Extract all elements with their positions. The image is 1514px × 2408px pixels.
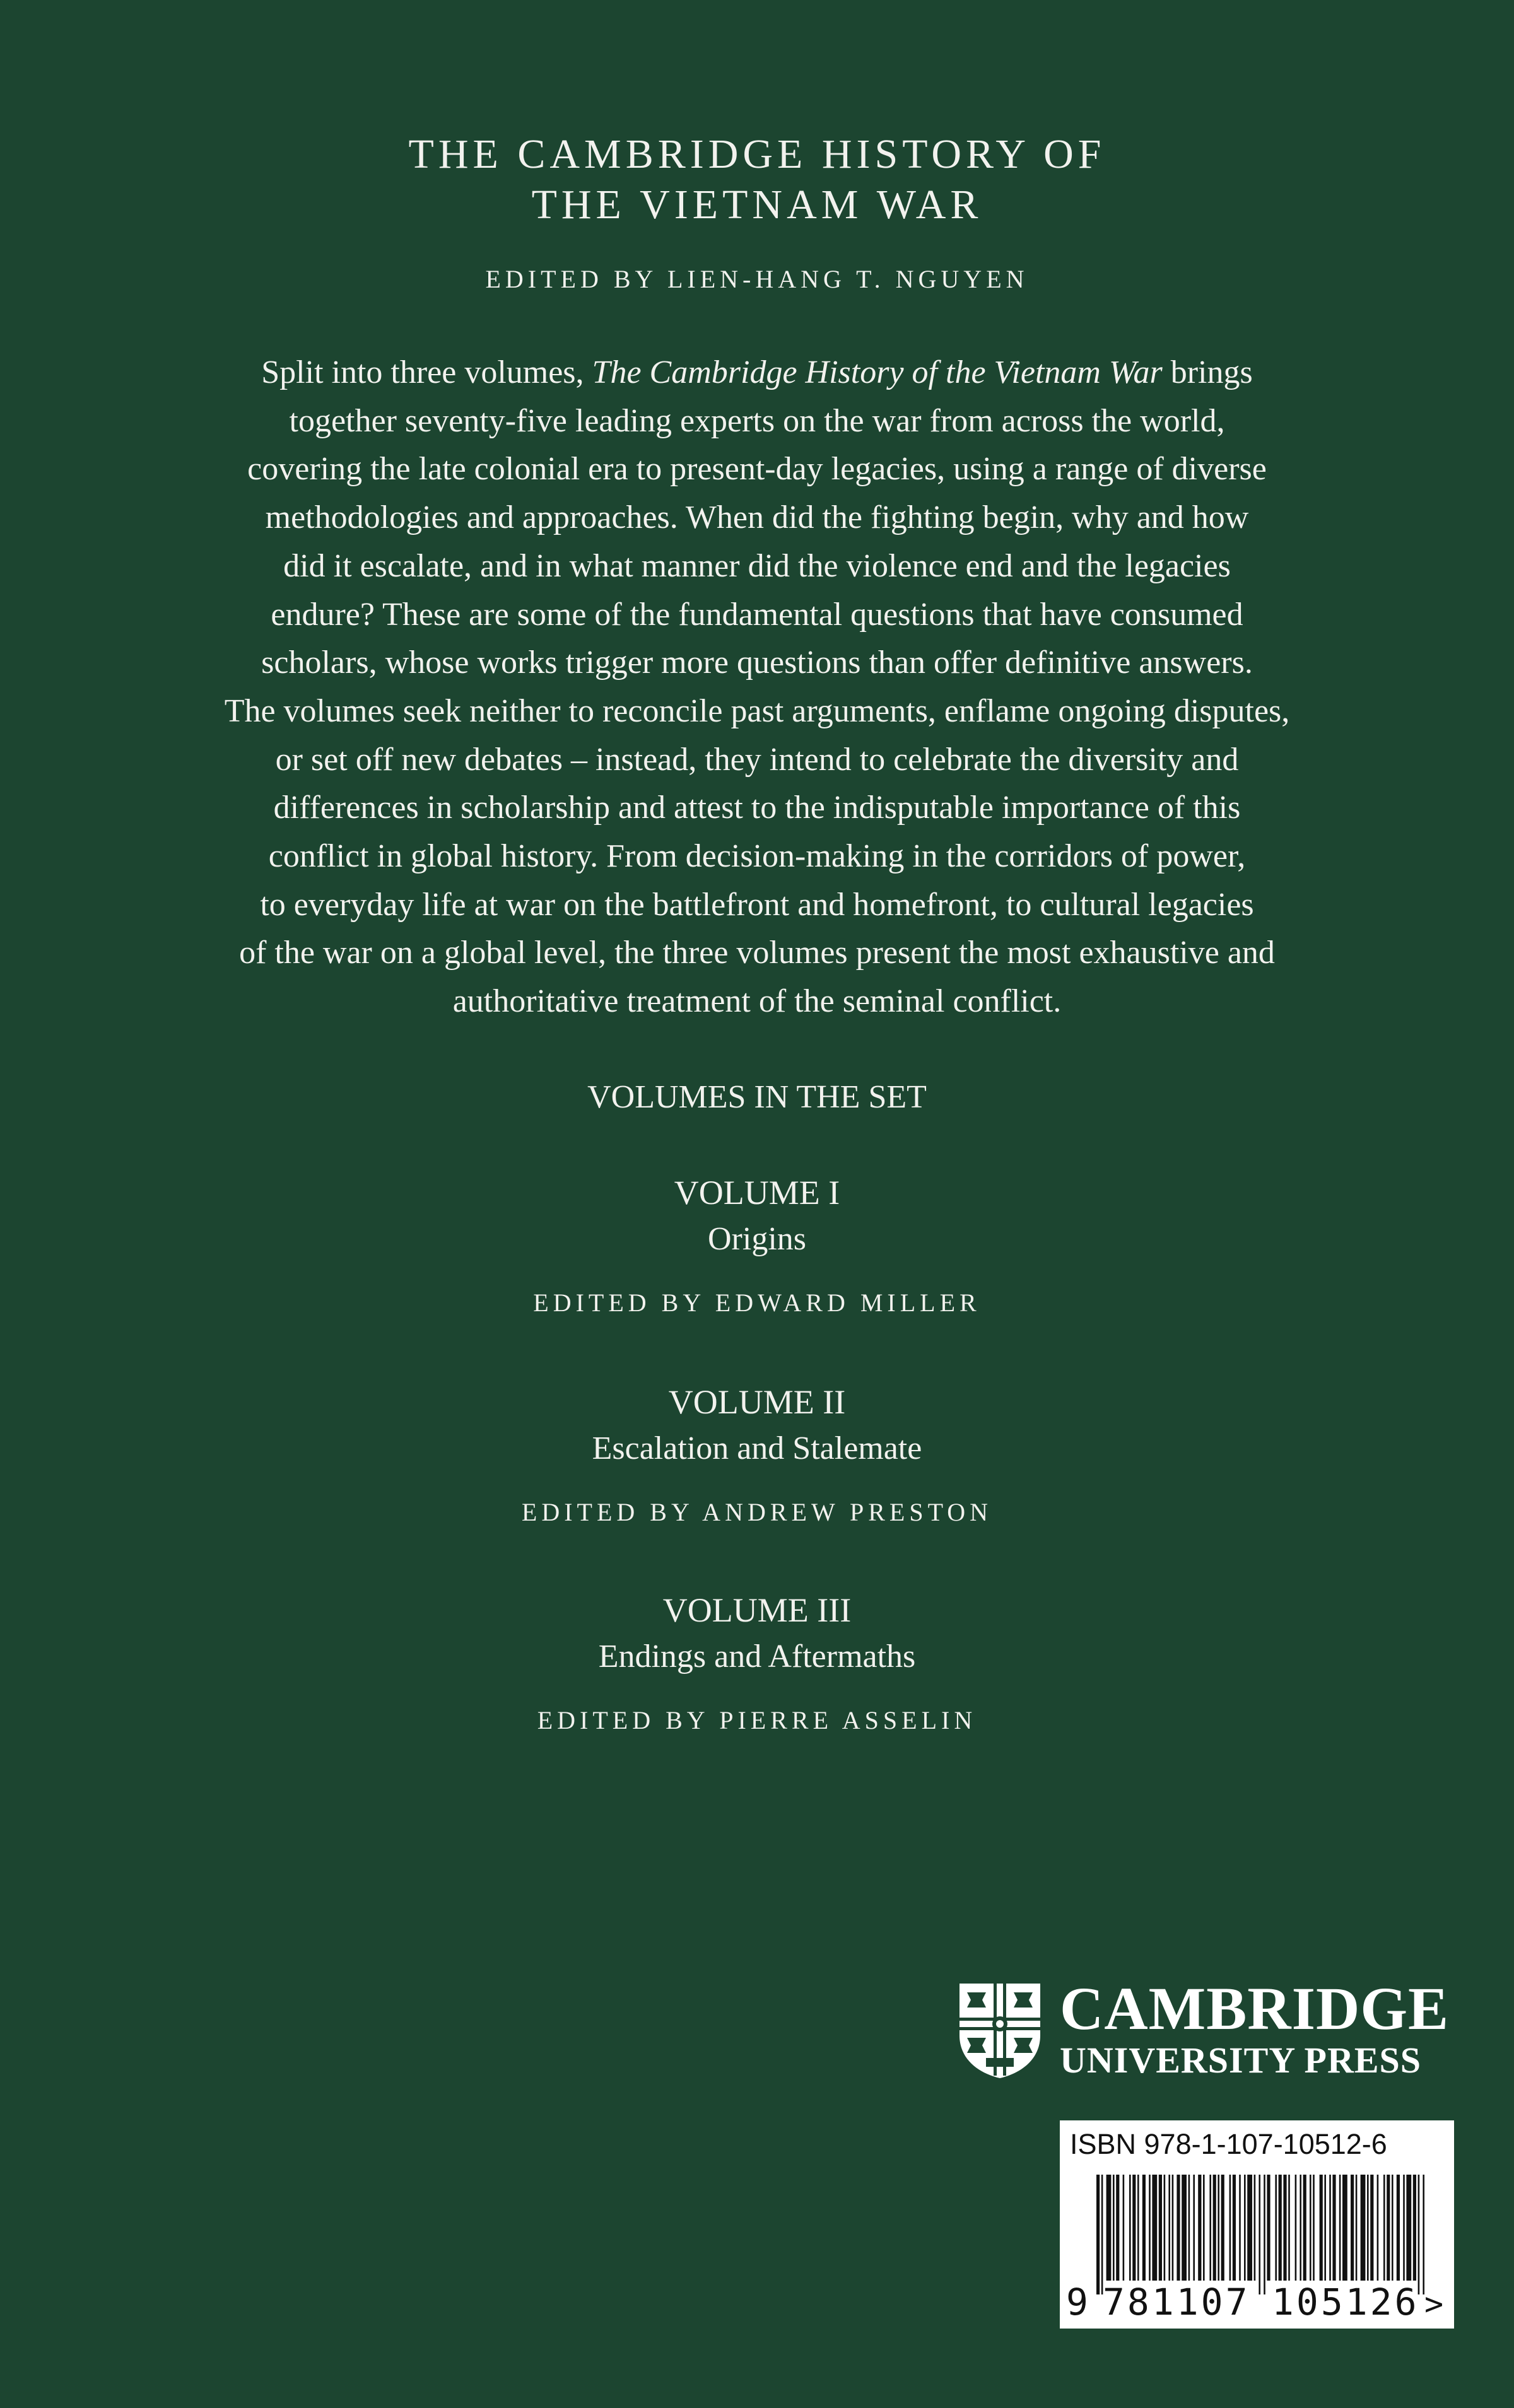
series-editor: EDITED BY LIEN-HANG T. NGUYEN <box>485 265 1029 293</box>
blurb-line-1-prefix: Split into three volumes, <box>261 354 592 390</box>
blurb-line: endure? These are some of the fundamental questions that have consumed <box>271 596 1243 633</box>
barcode-bar <box>1254 2175 1256 2281</box>
barcode-bar <box>1137 2175 1139 2281</box>
barcode-bar <box>1233 2175 1236 2281</box>
barcode-bar <box>1397 2175 1400 2281</box>
barcode-bar <box>1198 2175 1201 2281</box>
blurb-line: conflict in global history. From decision-making in the corridors of power, <box>268 838 1246 875</box>
blurb-line: methodologies and approaches. When did the fighting begin, why and how <box>265 500 1249 536</box>
barcode-bar <box>1113 2175 1115 2281</box>
barcode-bar <box>1392 2175 1394 2281</box>
volume-label: VOLUME I <box>674 1174 840 1212</box>
blurb-line: covering the late colonial era to present-day legacies, using a range of diverse <box>247 451 1267 488</box>
volume-title: Escalation and Stalemate <box>592 1430 922 1466</box>
blurb-line: of the war on a global level, the three volumes present the most exhaustive and <box>239 935 1275 971</box>
volume-editor: EDITED BY PIERRE ASSELIN <box>537 1706 977 1734</box>
barcode-bar <box>1329 2175 1331 2281</box>
title-line-1: THE CAMBRIDGE HISTORY OF <box>408 131 1106 177</box>
blurb-line: did it escalate, and in what manner did the violence end and the legacies <box>283 547 1231 584</box>
blurb-line: together seventy-five leading experts on the war from across the world, <box>289 402 1225 439</box>
volumes-heading: VOLUMES IN THE SET <box>587 1079 927 1115</box>
barcode-bar <box>1413 2175 1416 2281</box>
barcode-bar <box>1209 2175 1211 2281</box>
publisher-name <box>1060 1977 1464 2081</box>
barcode-bar <box>1182 2175 1187 2281</box>
blurb-line <box>158 349 1356 397</box>
title-line-2: THE VIETNAM WAR <box>531 182 983 228</box>
barcode-right-digits: 105126 <box>1272 2281 1419 2323</box>
barcode-bar <box>1387 2175 1390 2281</box>
barcode-bar <box>1142 2175 1146 2281</box>
barcode-bar <box>1367 2175 1369 2281</box>
volume-1 <box>0 1170 1514 1321</box>
barcode-bar <box>1310 2175 1312 2281</box>
barcode-bar <box>1259 2175 1260 2294</box>
barcode-bar <box>1229 2175 1231 2281</box>
barcode-bar <box>1332 2175 1335 2281</box>
volume-title: Origins <box>708 1221 806 1257</box>
blurb-line: or set off new debates – instead, they intend to celebrate the diversity and <box>275 741 1239 778</box>
barcode-bar <box>1188 2175 1190 2281</box>
barcode-bar <box>1377 2175 1379 2281</box>
barcode-bar <box>1149 2175 1151 2281</box>
barcode-bar <box>1168 2175 1170 2281</box>
barcode-lead-digit: 9 <box>1066 2281 1088 2323</box>
barcode-bar <box>1383 2175 1385 2281</box>
barcode-bar <box>1203 2175 1205 2281</box>
barcode-bar <box>1218 2175 1219 2281</box>
barcode-bar <box>1288 2175 1290 2281</box>
volume-label: VOLUME III <box>662 1591 852 1629</box>
barcode-bar <box>1351 2175 1354 2281</box>
book-title <box>0 129 1514 230</box>
barcode-bar <box>1213 2175 1216 2281</box>
blurb-book-title: The Cambridge History of the Vietnam War <box>592 354 1163 390</box>
barcode-bar <box>1116 2175 1119 2281</box>
barcode-bar <box>1164 2175 1166 2281</box>
barcode-bar <box>1403 2175 1405 2281</box>
barcode-bar <box>1313 2175 1315 2281</box>
barcode-bar <box>1342 2175 1347 2281</box>
barcode-bar <box>1303 2175 1306 2281</box>
barcode-bar <box>1247 2175 1252 2281</box>
isbn-barcode <box>1060 2120 1454 2329</box>
barcode-bar <box>1123 2175 1125 2281</box>
publisher-line-1: CAMBRIDGE <box>1060 1975 1450 2042</box>
barcode-bar <box>1295 2175 1297 2281</box>
barcode-bar <box>1339 2175 1341 2281</box>
blurb <box>158 349 1356 1026</box>
barcode-bar <box>1423 2175 1424 2294</box>
volume-title: Endings and Aftermaths <box>598 1639 916 1674</box>
shield-icon <box>956 1980 1044 2081</box>
barcode-bar <box>1172 2175 1174 2281</box>
volume-editor: EDITED BY ANDREW PRESTON <box>521 1498 993 1526</box>
barcode-bar <box>1221 2175 1224 2281</box>
barcode-bar <box>1193 2175 1195 2281</box>
publisher-line-2: UNIVERSITY PRESS <box>1060 2040 1422 2081</box>
blurb-line: The volumes seek neither to reconcile past arguments, enflame ongoing disputes, <box>224 693 1290 729</box>
barcode-bar <box>1267 2175 1270 2281</box>
barcode-bars <box>1096 2175 1424 2294</box>
barcode-bar <box>1101 2175 1103 2294</box>
barcode-quiet-zone-mark: > <box>1424 2286 1444 2322</box>
isbn-text: ISBN 978-1-107-10512-6 <box>1070 2128 1387 2160</box>
volume-2 <box>0 1379 1514 1530</box>
barcode-bar <box>1152 2175 1157 2281</box>
barcode-bar <box>1244 2175 1246 2281</box>
barcode-bar <box>1356 2175 1358 2281</box>
barcode-bar <box>1324 2175 1326 2281</box>
barcode-bar <box>1129 2175 1131 2281</box>
barcode-bar <box>1320 2175 1323 2281</box>
blurb-line-1-suffix: brings <box>1162 354 1253 390</box>
barcode-bar <box>1239 2175 1241 2281</box>
barcode-bar <box>1406 2175 1411 2281</box>
blurb-line: differences in scholarship and attest to the indisputable importance of this <box>273 790 1241 826</box>
volume-editor: EDITED BY EDWARD MILLER <box>533 1289 981 1317</box>
barcode-bar <box>1370 2175 1373 2281</box>
barcode-bar <box>1264 2175 1265 2294</box>
blurb-line: to everyday life at war on the battlefront and homefront, to cultural legacies <box>260 886 1254 923</box>
barcode-bar <box>1132 2175 1136 2281</box>
blurb-line: authoritative treatment of the seminal conflict. <box>452 983 1062 1020</box>
volume-3 <box>0 1587 1514 1738</box>
barcode-bar <box>1283 2175 1286 2281</box>
barcode-bar <box>1096 2175 1100 2294</box>
barcode-bar <box>1159 2175 1162 2281</box>
barcode-bar <box>1275 2175 1277 2281</box>
barcode-left-digits: 781107 <box>1103 2281 1250 2323</box>
barcode-bar <box>1361 2175 1366 2281</box>
cambridge-university-press-logo <box>956 1977 1454 2081</box>
volume-label: VOLUME II <box>668 1383 846 1421</box>
blurb-line: scholars, whose works trigger more questions than offer definitive answers. <box>261 645 1253 681</box>
barcode-bar <box>1300 2175 1301 2281</box>
barcode-bar <box>1418 2175 1420 2294</box>
barcode-bar <box>1177 2175 1180 2281</box>
barcode-bar <box>1106 2175 1112 2281</box>
barcode-bar <box>1279 2175 1282 2281</box>
